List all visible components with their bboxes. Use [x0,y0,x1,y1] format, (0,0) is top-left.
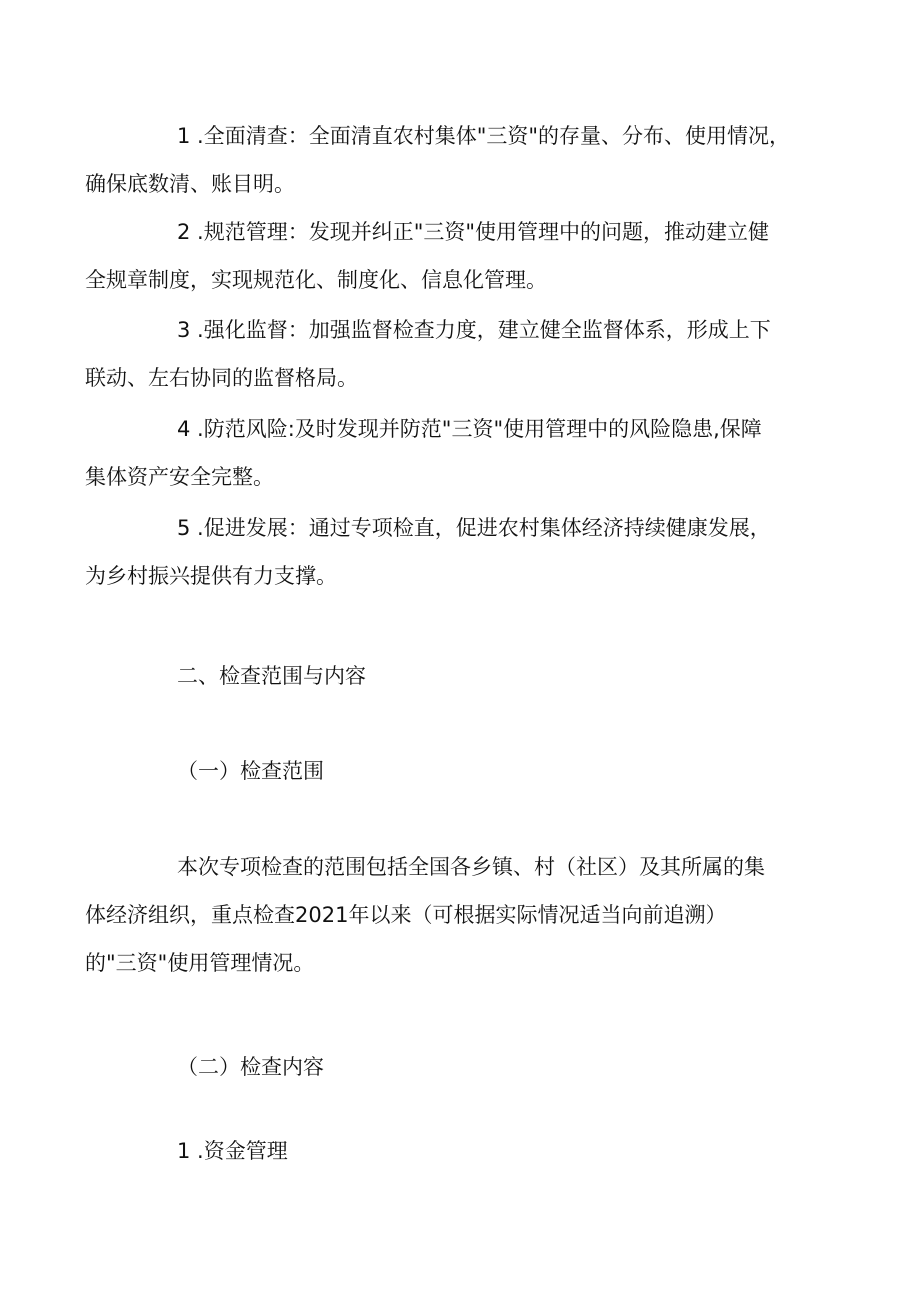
objective-item-3 [85,306,803,402]
text-line: 2 .规范管理：发现并纠正"三资"使用管理中的问题，推动建立健 [177,220,770,244]
text-line: 本次专项检查的范围包括全国各乡镇、村（社区）及其所属的集 [177,855,765,879]
objective-item-1 [85,112,803,208]
text-line: 为乡村振兴提供有力支撑。 [85,564,337,588]
text-line: 5 .促进发展：通过专项检直，促进农村集体经济持续健康发展， [177,516,771,540]
objective-item-2 [85,208,803,304]
text-line: 3 .强化监督：加强监督检查力度，建立健全监督体系，形成上下 [177,318,771,342]
scope-paragraph [85,843,803,987]
text-line: 全规章制度，实现规范化、制度化、信息化管理。 [85,268,547,292]
text-line: 4 .防范风险:及时发现并防范"三资"使用管理中的风险隐患,保障 [177,417,762,441]
text-line: 的"三资"使用管理情况。 [85,951,315,975]
objective-item-4 [85,405,803,501]
objective-item-5 [85,504,803,600]
text-line: 集体资产安全完整。 [85,465,274,489]
subsection-heading-content: （二）检查内容 [177,1055,324,1079]
text-line: 联动、左右协同的监督格局。 [85,366,358,390]
text-line: 确保底数清、账目明。 [85,172,295,196]
text-line: 体经济组织，重点检查2021年以来（可根据实际情况适当向前追溯） [85,903,727,927]
subsection-heading-scope: （一）检查范围 [177,759,324,783]
text-line: 1 .全面清查：全面清直农村集体"三资"的存量、分布、使用情况， [177,124,791,148]
section-heading: 二、检查范围与内容 [177,664,366,688]
content-item-1: 1 .资金管理 [177,1139,288,1163]
